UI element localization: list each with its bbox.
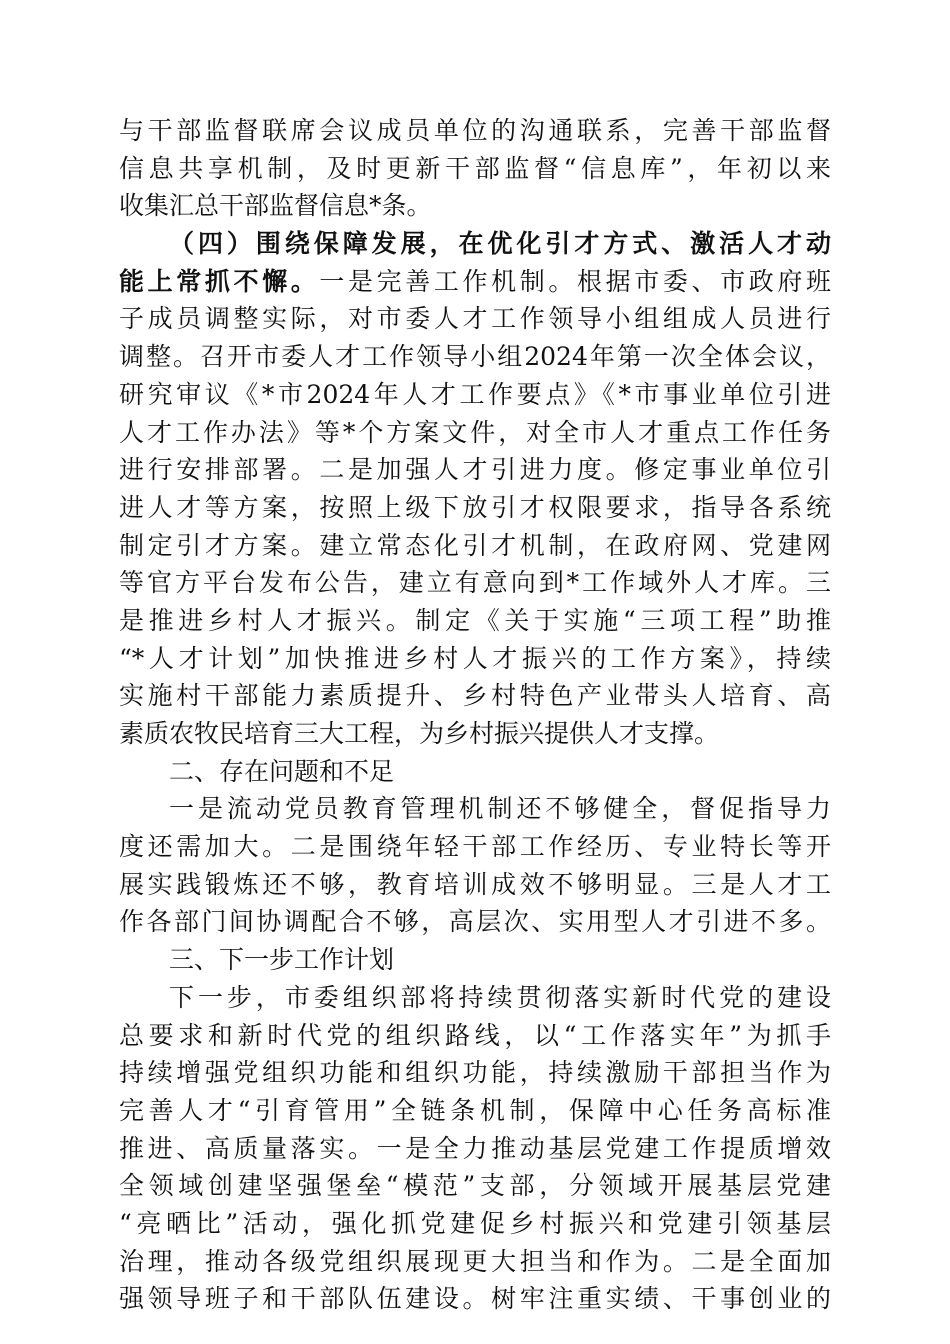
paragraph-problems	[119, 790, 831, 941]
text-line: 进人才等方案，按照上级下放引才权限要求，指导各系统	[119, 492, 831, 522]
text-line: “亮晒比”活动，强化抓党建促乡村振兴和党建引领基层	[119, 1208, 831, 1238]
text-line: 制定引才方案。建立常态化引才机制，在政府网、党建网	[119, 530, 831, 560]
text-line: 持续增强党组织功能和组织功能，持续激励干部担当作为	[119, 1058, 831, 1088]
paragraph-talent	[119, 225, 831, 753]
text-line: 素质农牧民培育三大工程，为乡村振兴提供人才支撑。	[119, 719, 720, 748]
text-line: 推进、高质量落实。一是全力推动基层党建工作提质增效	[119, 1133, 831, 1163]
paragraph-next-steps	[119, 979, 831, 1318]
text-line: 收集汇总干部监督信息*条。	[119, 191, 432, 221]
text-line: 强领导班子和干部队伍建设。树牢注重实绩、干事创业的	[119, 1284, 831, 1314]
text-line: 等官方平台发布公告，建立有意向到*工作域外人才库。三	[119, 568, 831, 598]
text-line: 作各部门间协调配合不够，高层次、实用型人才引进不多。	[119, 907, 831, 937]
text-line: 度还需加大。二是围绕年轻干部工作经历、专业特长等开	[119, 832, 831, 862]
text-line: 进行安排部署。二是加强人才引进力度。修定事业单位引	[119, 455, 831, 485]
text-line: 实施村干部能力素质提升、乡村特色产业带头人培育、高	[119, 681, 831, 711]
text-line-mixed	[119, 263, 831, 301]
section-heading-four: （四）围绕保障发展，在优化引才方式、激活人才动	[169, 229, 831, 259]
text-line: 人才工作办法》等*个方案文件，对全市人才重点工作任务	[119, 417, 831, 447]
section-title-problems: 二、存在问题和不足	[169, 756, 395, 786]
text-line: 展实践锻炼还不够，教育培训成效不够明显。三是人才工	[119, 869, 831, 899]
text-line: 全领域创建坚强堡垒“模范”支部，分领域开展基层党建	[119, 1171, 831, 1201]
text-line: 调整。召开市委人才工作领导小组2024年第一次全体会议，	[119, 342, 831, 372]
text-line: 下一步，市委组织部将持续贯彻落实新时代党的建设	[169, 982, 831, 1012]
text-line: 研究审议《*市2024年人才工作要点》《*市事业单位引进	[119, 379, 831, 409]
document-body	[119, 112, 831, 1318]
text-line: 治理，推动各级党组织展现更大担当和作为。二是全面加	[119, 1246, 831, 1276]
paragraph-supervision	[119, 112, 831, 225]
text-line: 一是流动党员教育管理机制还不够健全，督促指导力	[169, 794, 831, 824]
text-line: 总要求和新时代党的组织路线，以“工作落实年”为抓手	[119, 1020, 831, 1050]
text-line: 与干部监督联席会议成员单位的沟通联系，完善干部监督	[119, 116, 831, 145]
text-line: 子成员调整实际，对市委人才工作领导小组组成人员进行	[119, 304, 831, 334]
text-line: “*人才计划”加快推进乡村人才振兴的工作方案》，持续	[119, 643, 831, 673]
section-heading-four-cont: 能上常抓不懈。	[119, 266, 320, 296]
text-line: 完善人才“引育管用”全链条机制，保障中心任务高标准	[119, 1095, 831, 1125]
section-title-next-steps: 三、下一步工作计划	[169, 945, 395, 975]
text-line: 信息共享机制，及时更新干部监督“信息库”，年初以来	[119, 153, 831, 183]
text-line: 一是完善工作机制。根据市委、市政府班	[319, 266, 831, 296]
text-line: 是推进乡村人才振兴。制定《关于实施“三项工程”助推	[119, 605, 831, 635]
